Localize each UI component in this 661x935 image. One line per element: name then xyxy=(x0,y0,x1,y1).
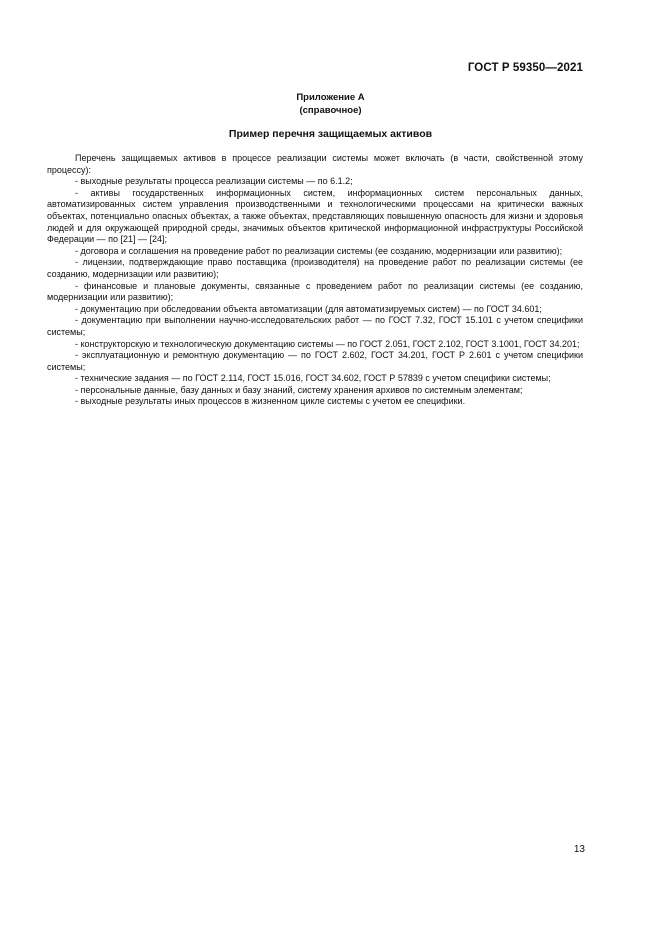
paragraph-intro: Перечень защищаемых активов в процессе реализации системы может включать (в части, свойственной этому процессу): xyxy=(47,153,583,175)
list-item: - выходные результаты иных процессов в жизненном цикле системы с учетом ее специфики. xyxy=(75,396,466,407)
list-item: - документацию при выполнении научно-исследовательских работ — по ГОСТ 7.32, ГОСТ 15.101 с учетом специфики системы; xyxy=(47,315,583,337)
list-item: - персональные данные, базу данных и базу знаний, систему хранения архивов по системным элементам; xyxy=(75,384,523,395)
annex-type: (справочное) xyxy=(299,105,362,116)
list-item: - лицензии, подтверждающие право поставщика (производителя) на проведение работ по реализации системы (ее созданию, модернизации или развитию); xyxy=(47,257,583,279)
list-item: - выходные результаты процесса реализации системы — по 6.1.2; xyxy=(75,176,353,187)
annex-heading xyxy=(0,91,661,117)
list-item: - технические задания — по ГОСТ 2.114, ГОСТ 15.016, ГОСТ 34.602, ГОСТ Р 57839 с учетом специфики системы; xyxy=(75,373,551,384)
list-item: - конструкторскую и технологическую документацию системы — по ГОСТ 2.051, ГОСТ 2.102, ГОСТ 3.1001, ГОСТ 34.201; xyxy=(75,338,580,349)
annex-title: Приложение А xyxy=(296,92,365,103)
page-number: 13 xyxy=(573,844,585,855)
standard-id: ГОСТ Р 59350—2021 xyxy=(467,62,583,74)
list-item: - активы государственных информационных систем, информационных систем персональных данных, автоматизированных систем управления производственными и технологическими процессами на критически важных объектах, потенциально опасных объектах, а также объектах, представляющих повышенную опасность для жизни и здоровья людей и для окружающей природной среды, значимых объектов критической информационной инфраструктуры Российской Федерации — по [21] — [24]; xyxy=(47,187,583,245)
list-item: - договора и соглашения на проведение работ по реализации системы (ее созданию, модернизации или развитию); xyxy=(75,245,563,256)
list-item: - документацию при обследовании объекта автоматизации (для автоматизируемых систем) — по ГОСТ 34.601; xyxy=(75,303,542,314)
list-item: - эксплуатационную и ремонтную документацию — по ГОСТ 2.602, ГОСТ 34.201, ГОСТ Р 2.601 с учетом специфики системы; xyxy=(47,350,583,372)
list-item: - финансовые и плановые документы, связанные с проведением работ по реализации системы (ее созданию, модернизации или развитию); xyxy=(47,280,583,303)
document-body xyxy=(47,153,583,408)
section-title: Пример перечня защищаемых активов xyxy=(228,128,433,140)
